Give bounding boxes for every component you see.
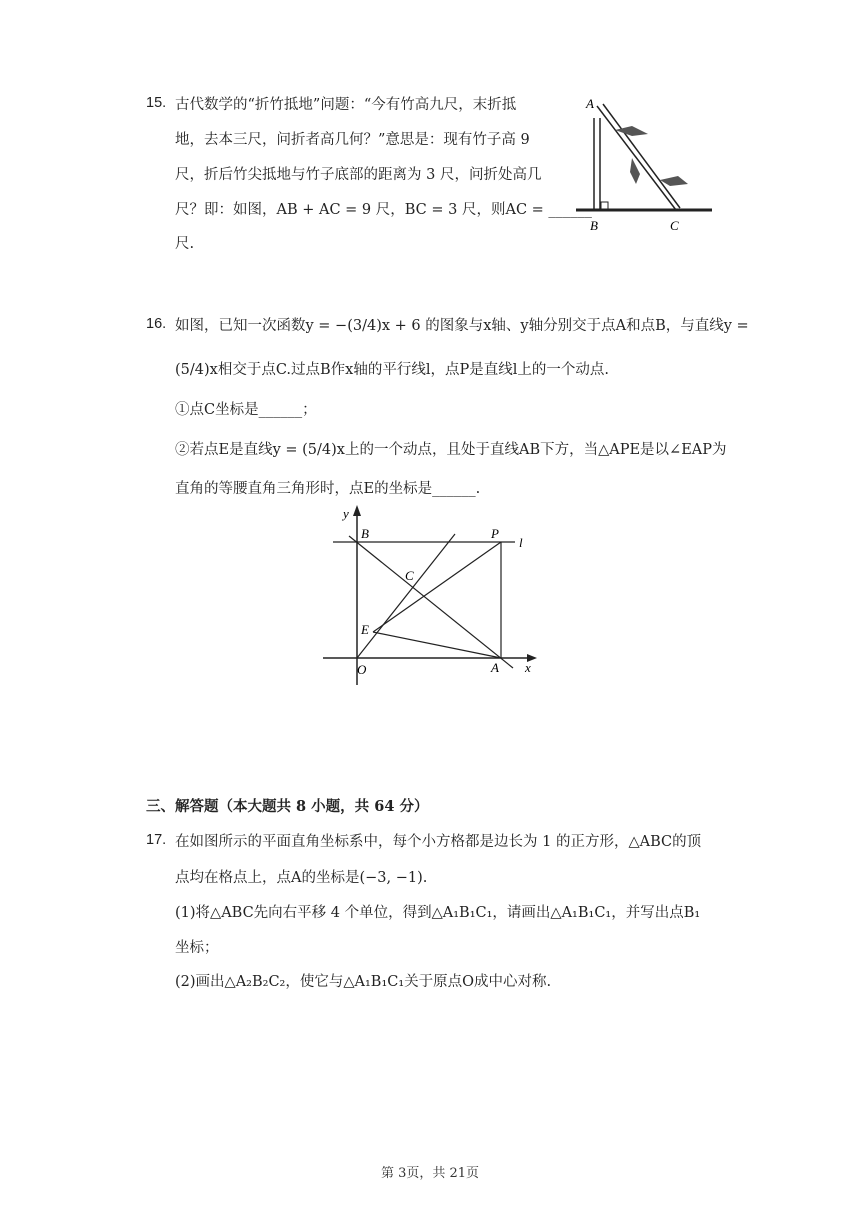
coordinate-figure [315,500,555,690]
leaf-shape [630,158,640,184]
label-c: C [405,568,414,583]
bamboo-broken-2 [603,104,680,208]
segment-ea [373,632,501,658]
segment-pe [373,542,501,632]
q17-number: 17. [146,832,167,848]
leaf-shape [660,176,688,186]
q16-line-3: ①点C坐标是______； [175,402,317,418]
page-footer: 第 3页，共 21页 [380,1166,480,1181]
label-c: C [670,218,679,233]
line-ab [349,536,513,668]
line-oc [357,534,455,658]
q17-line-2: 点均在格点上，点A的坐标是(−3, −1). [175,870,428,886]
q15-line-5: 尺. [175,236,195,252]
label-a: A [586,96,594,111]
q17-line-4: 坐标； [175,940,219,956]
q16-line-4: ②若点E是直线y = (5/4)x上的一个动点，且处于直线AB下方，当△APE是以∠EAP为 [175,442,727,458]
q15-line-3: 尺，折后竹尖抵地与竹子底部的距离为 3 尺，问折处高几 [175,167,542,183]
label-e: E [361,622,369,637]
q16-line-2: (5/4)x相交于点C.过点B作x轴的平行线l，点P是直线l上的一个动点. [175,362,609,378]
label-o: O [357,662,367,677]
label-b: B [590,218,598,233]
right-angle-mark [601,202,608,209]
q15-line-4: 尺？即：如图，AB + AC = 9 尺，BC = 3 尺，则AC = ______ [175,202,592,218]
q15-number: 15. [146,95,167,111]
label-b: B [361,526,369,541]
label-y: y [343,506,349,521]
label-p: P [491,526,499,541]
q17-line-1: 在如图所示的平面直角坐标系中，每个小方格都是边长为 1 的正方形，△ABC的顶 [175,834,702,850]
q17-line-3: (1)将△ABC先向右平移 4 个单位，得到△A₁B₁C₁，请画出△A₁B₁C₁，并写出点B₁ [175,905,701,921]
bamboo-figure [570,92,720,237]
label-x: x [525,660,531,675]
section-heading: 三、解答题（本大题共 8 小题，共 64 分） [146,798,429,815]
q16-number: 16. [146,316,167,332]
bamboo-broken-1 [597,106,676,210]
label-a: A [491,660,499,675]
q16-line-5: 直角的等腰直角三角形时，点E的坐标是______. [175,481,481,497]
y-axis-arrow [353,505,361,516]
label-l: l [519,535,523,550]
q15-line-1: 古代数学的“折竹抵地”问题：“今有竹高九尺，末折抵 [175,97,517,113]
q15-line-2: 地，去本三尺，问折者高几何？”意思是：现有竹子高 9 [175,132,530,148]
q17-line-5: (2)画出△A₂B₂C₂，使它与△A₁B₁C₁关于原点O成中心对称. [175,974,552,990]
q16-line-1: 如图，已知一次函数y = −(3/4)x + 6 的图象与x轴、y轴分别交于点A和点B，与直线y = [175,318,749,334]
